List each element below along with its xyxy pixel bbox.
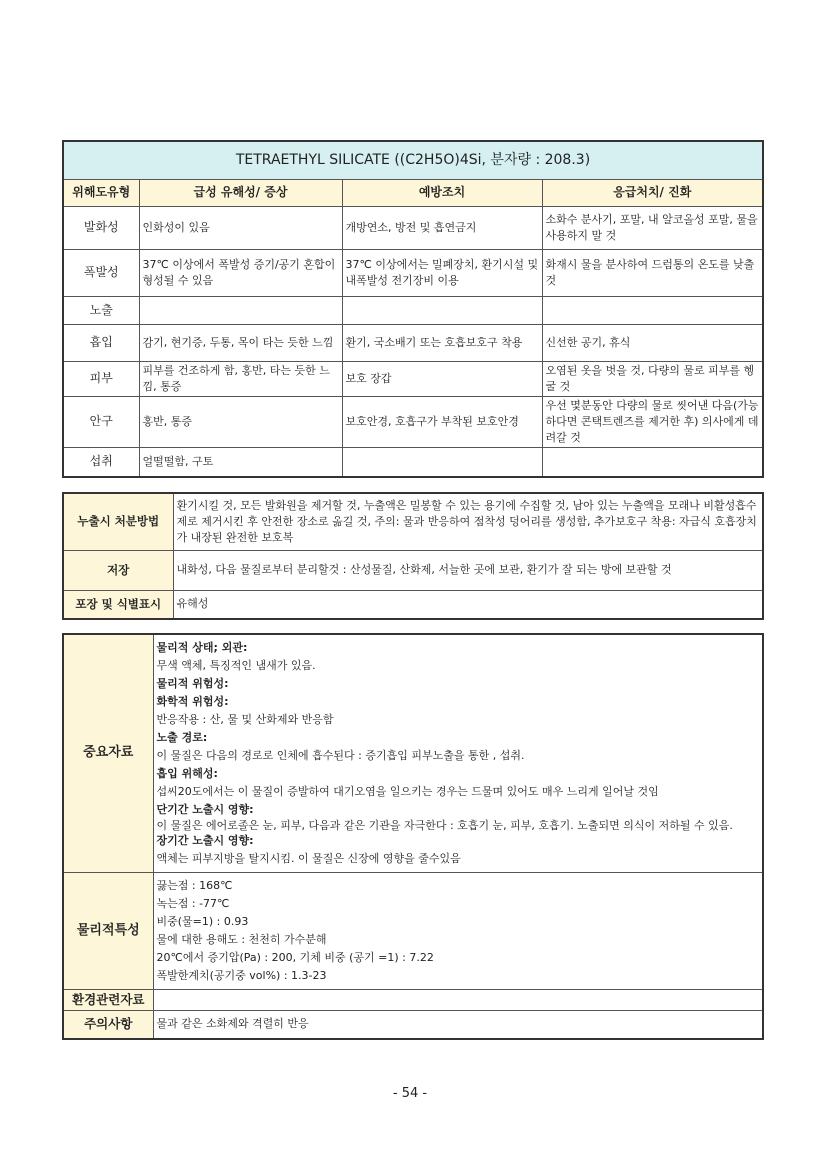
property-line: 물에 대한 용해도 : 천천히 가수분해: [156, 933, 327, 946]
property-line: 20℃에서 증기압(Pa) : 200, 기체 비중 (공기 =1) : 7.22: [156, 951, 434, 964]
hazard-type: 노출: [63, 297, 139, 325]
hazard-table: [62, 140, 764, 478]
hazard-type: 섭취: [63, 448, 139, 477]
table-row: [63, 325, 763, 362]
section-text: 섭씨20도에서는 이 물질이 증발하여 대기오염을 일으키는 경우는 드물며 있어도 매우 느리게 일어날 것임: [156, 785, 659, 798]
hazard-type: 흡입: [63, 325, 139, 362]
table-row: [63, 297, 763, 325]
firstaid-cell: 신선한 공기, 휴식: [542, 325, 763, 362]
storage-text: 내화성, 다음 물질로부터 분리할것 : 산성물질, 산화제, 서늘한 곳에 보관, 환기가 잘 되는 방에 보관할 것: [173, 550, 763, 590]
table-row: [63, 448, 763, 477]
firstaid-cell: 우선 몇분동안 다량의 물로 씻어낸 다음(가능하다면 콘택트렌즈를 제거한 후) 의사에게 데려갈 것: [542, 397, 763, 448]
symptom-cell: [139, 297, 342, 325]
firstaid-cell: 소화수 분사기, 포말, 내 알코올성 포말, 물을 사용하지 말 것: [542, 207, 763, 250]
firstaid-cell: 오염된 옷을 벗을 것, 다량의 물로 피부를 헹굴 것: [542, 362, 763, 397]
header-symptom: 급성 유해성/ 증상: [139, 180, 342, 207]
table-row: [63, 397, 763, 448]
table-row: [63, 207, 763, 250]
environment-row: [63, 990, 763, 1011]
storage-row: [63, 550, 763, 590]
important-row: [63, 634, 763, 873]
important-content: [153, 634, 763, 873]
leak-label: 누출시 처분방법: [63, 493, 173, 550]
symptom-cell: 37℃ 이상에서 폭발성 증기/공기 혼합이 형성될 수 있음: [139, 250, 342, 297]
table-row: [63, 250, 763, 297]
handling-table: [62, 492, 764, 620]
data-table: [62, 633, 764, 1040]
symptom-cell: 피부를 건조하게 함, 홍반, 타는 듯한 느낌, 통증: [139, 362, 342, 397]
prevention-cell: 37℃ 이상에서는 밀폐장치, 환기시설 및 내폭발성 전기장비 이용: [342, 250, 542, 297]
symptom-cell: 감기, 현기증, 두통, 목이 타는 듯한 느낌: [139, 325, 342, 362]
prevention-cell: 보호안경, 호흡구가 부착된 보호안경: [342, 397, 542, 448]
section-text: 액체는 피부지방을 탈지시킴. 이 물질은 신장에 영향을 줄수있음: [156, 852, 461, 865]
packaging-text: 유해성: [173, 590, 763, 619]
firstaid-cell: [542, 297, 763, 325]
environment-label: 환경관련자료: [63, 990, 153, 1011]
section-text: 무색 액체, 특징적인 냄새가 있음.: [156, 659, 316, 672]
section-heading: 장기간 노출시 영향:: [156, 834, 254, 847]
section-text: 이 물질은 다음의 경로로 인체에 흡수된다 : 증기흡입 피부노출을 통한 , 섭취.: [156, 749, 525, 762]
symptom-cell: 얼떨떨함, 구토: [139, 448, 342, 477]
title-row: [63, 141, 763, 180]
leak-text: 환기시킬 것, 모든 발화원을 제거할 것, 누출액은 밀봉할 수 있는 용기에 수집할 것, 남아 있는 누출액을 모래나 비활성흡수제로 제거시킨 후 안전한 장소로 옮길 것, 주의: 물과 반응하여 점착성 덩어리를 생성함, 추가보호구 착용: 자급식 호흡장치가 내장된 완전한 보호복: [173, 493, 763, 550]
firstaid-cell: 화재시 물을 분사하여 드럼통의 온도를 낮출 것: [542, 250, 763, 297]
physical-content: [153, 873, 763, 990]
prevention-cell: 환기, 국소배기 또는 호흡보호구 착용: [342, 325, 542, 362]
section-heading: 노출 경로:: [156, 731, 208, 744]
hazard-type: 발화성: [63, 207, 139, 250]
caution-row: [63, 1011, 763, 1039]
storage-label: 저장: [63, 550, 173, 590]
environment-text: [153, 990, 763, 1011]
caution-text: 물과 같은 소화제와 격렬히 반응: [153, 1011, 763, 1039]
symptom-cell: 홍반, 통증: [139, 397, 342, 448]
property-line: 폭발한계치(공기중 vol%) : 1.3-23: [156, 969, 327, 982]
symptom-cell: 인화성이 있음: [139, 207, 342, 250]
property-line: 비중(물=1) : 0.93: [156, 915, 249, 928]
leak-row: [63, 493, 763, 550]
section-heading: 흡입 위해성:: [156, 767, 218, 780]
page-number: - 54 -: [392, 1086, 428, 1101]
caution-label: 주의사항: [63, 1011, 153, 1039]
section-heading: 화학적 위험성:: [156, 695, 229, 708]
packaging-label: 포장 및 식별표시: [63, 590, 173, 619]
property-line: 녹는점 : -77℃: [156, 897, 230, 910]
physical-label: 물리적특성: [63, 873, 153, 990]
substance-title: TETRAETHYL SILICATE ((C2H5O)4Si, 분자량 : 208.3): [63, 141, 763, 180]
header-firstaid: 응급처치/ 진화: [542, 180, 763, 207]
prevention-cell: [342, 448, 542, 477]
prevention-cell: 보호 장갑: [342, 362, 542, 397]
prevention-cell: [342, 297, 542, 325]
packaging-row: [63, 590, 763, 619]
hazard-type: 안구: [63, 397, 139, 448]
header-row: [63, 180, 763, 207]
section-text: 이 물질은 에어로졸은 눈, 피부, 다음과 같은 기관을 자극한다 : 호흡기 눈, 피부, 호흡기. 노출되면 의식이 저하될 수 있음.: [156, 819, 733, 832]
important-label: 중요자료: [63, 634, 153, 873]
hazard-type: 피부: [63, 362, 139, 397]
section-heading: 물리적 위험성:: [156, 677, 229, 690]
firstaid-cell: [542, 448, 763, 477]
prevention-cell: 개방연소, 방전 및 흡연금지: [342, 207, 542, 250]
section-heading: 물리적 상태; 외관:: [156, 641, 248, 654]
header-prevention: 예방조치: [342, 180, 542, 207]
section-text: 반응작용 : 산, 물 및 산화제와 반응함: [156, 713, 334, 726]
table-row: [63, 362, 763, 397]
section-heading: 단기간 노출시 영향:: [156, 803, 254, 816]
property-line: 끓는점 : 168℃: [156, 879, 233, 892]
hazard-type: 폭발성: [63, 250, 139, 297]
physical-row: [63, 873, 763, 990]
header-hazard-type: 위해도유형: [63, 180, 139, 207]
